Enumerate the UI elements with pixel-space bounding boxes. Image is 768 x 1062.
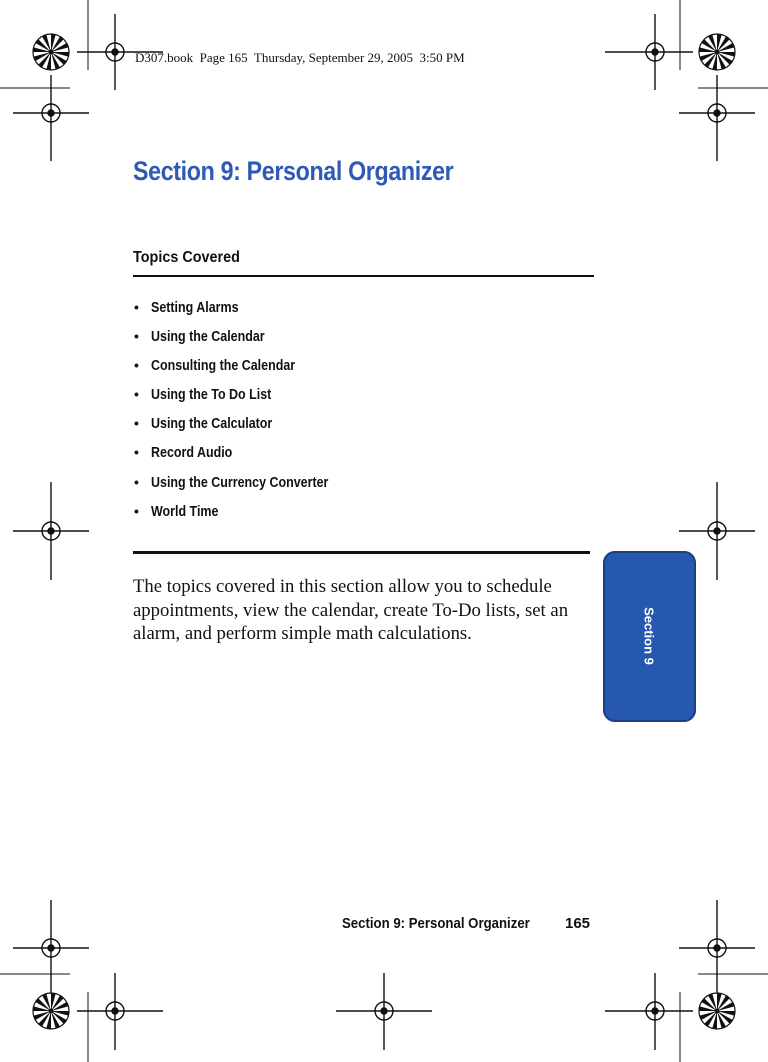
bullet: • <box>134 444 139 461</box>
bullet: • <box>134 357 139 374</box>
section-tab-label: Section 9 <box>641 607 657 665</box>
bullet: • <box>134 415 139 432</box>
print-source-line: D307.book Page 165 Thursday, September 29, 2005 3:50 PM <box>135 50 465 65</box>
page-title: Section 9: Personal Organizer <box>133 156 454 186</box>
star-target <box>699 34 735 70</box>
intro-paragraph: The topics covered in this section allow you to schedule appointments, view the calendar, create To-Do lists, set an alarm, and perform simple math calculations. <box>133 576 569 644</box>
footer-section-title: Section 9: Personal Organizer <box>342 915 530 932</box>
crosshair-target <box>679 900 755 996</box>
crosshair-target <box>13 900 89 996</box>
page-number: 165 <box>565 915 591 932</box>
crosshair-target <box>13 482 89 580</box>
topics-heading: Topics Covered <box>133 249 240 266</box>
bullet: • <box>134 502 139 519</box>
bullet: • <box>134 328 139 345</box>
crosshair-target <box>336 973 432 1050</box>
bullet: • <box>134 386 139 403</box>
star-target <box>699 993 735 1029</box>
bullet: • <box>134 299 139 315</box>
section-rule <box>133 551 590 554</box>
crosshair-target <box>77 973 163 1050</box>
star-target <box>33 34 69 70</box>
heading-rule <box>133 275 594 277</box>
star-target <box>33 993 69 1029</box>
bullet: • <box>134 473 139 490</box>
